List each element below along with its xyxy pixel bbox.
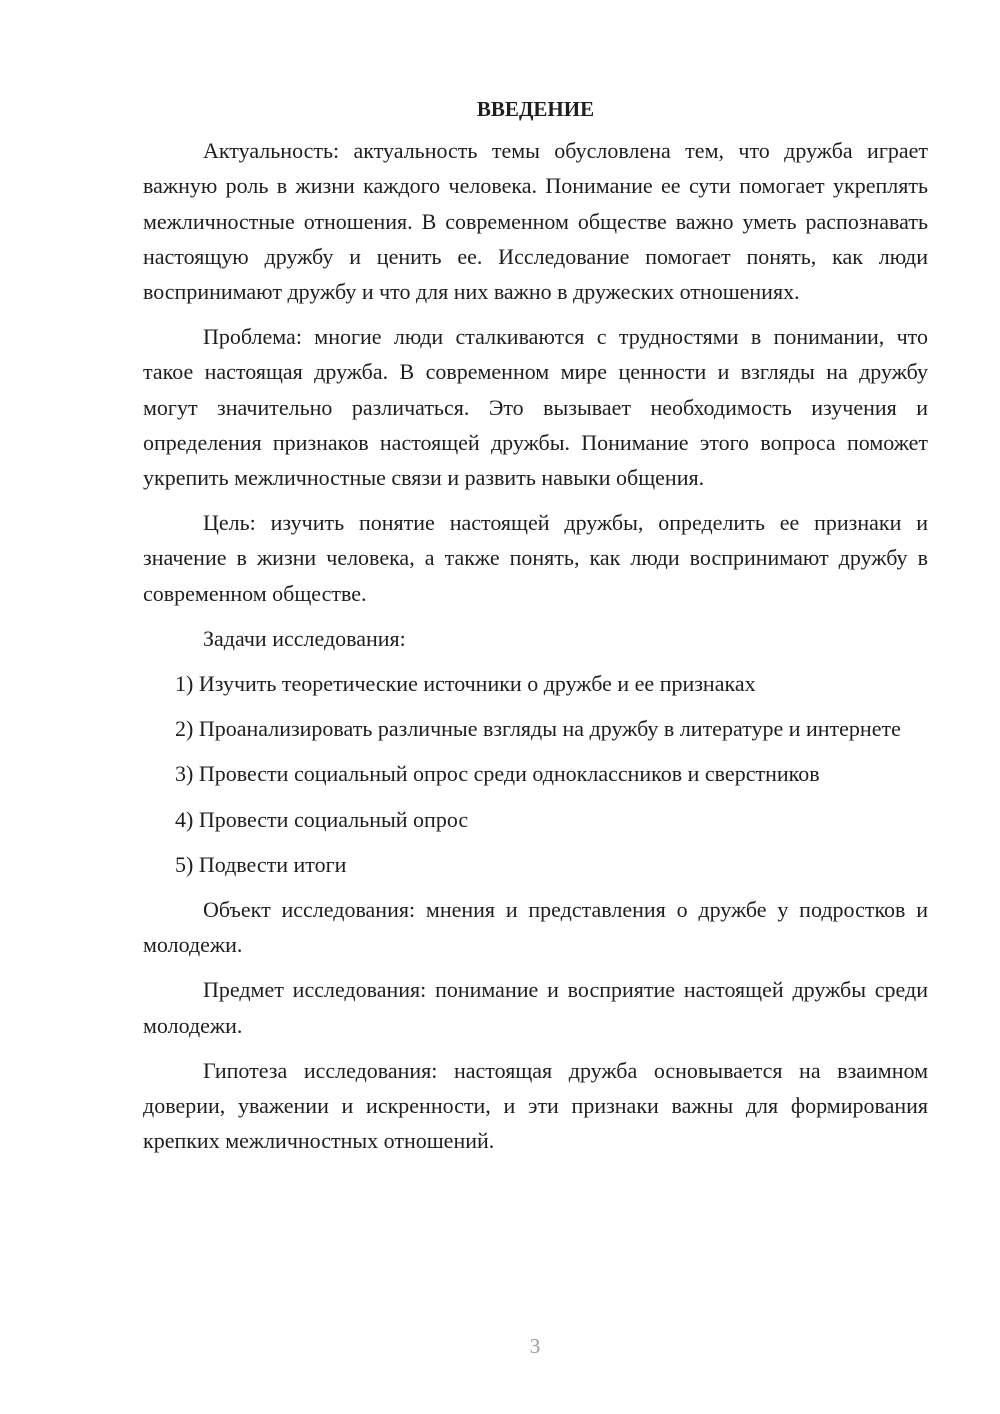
paragraph-object: Объект исследования: мнения и представления о дружбе у подростков и молодежи.: [143, 897, 928, 958]
task-item: 3) Провести социальный опрос среди одноклассников и сверстников: [175, 761, 820, 787]
paragraph-problem: Проблема: многие люди сталкиваются с трудностями в понимании, что такое настоящая дружба. В современном мире ценности и взгляды на дружбу могут значительно различаться. Это вызывает необходимость изучения и определения признаков настоящей дружбы. Понимание этого вопроса поможет укрепить межличностные связи и развить навыки общения.: [143, 324, 928, 491]
section-title: ВВЕДЕНИЕ: [476, 97, 595, 121]
task-item: 2) Проанализировать различные взгляды на дружбу в литературе и интернете: [175, 716, 901, 742]
paragraph-hypothesis: Гипотеза исследования: настоящая дружба основывается на взаимном доверии, уважении и искренности, и эти признаки важны для формирования крепких межличностных отношений.: [143, 1057, 928, 1154]
document-page: [143, 92, 928, 1168]
page-number: 3: [529, 1334, 541, 1358]
task-item: 5) Подвести итоги: [175, 851, 347, 877]
paragraph-goal: Цель: изучить понятие настоящей дружбы, определить ее признаки и значение в жизни человека, а также понять, как люди воспринимают дружбу в современном обществе.: [143, 510, 928, 606]
task-item: 4) Провести социальный опрос: [175, 806, 469, 832]
task-item: 1) Изучить теоретические источники о дружбе и ее признаках: [175, 671, 756, 697]
paragraph-relevance: Актуальность: актуальность темы обусловлена тем, что дружба играет важную роль в жизни каждого человека. Понимание ее сути помогает укреплять межличностные отношения. В современном обществе важно уметь распознавать настоящую дружбу и ценить ее. Исследование помогает понять, как люди воспринимают дружбу и что для них важно в дружеских отношениях.: [143, 138, 928, 305]
paragraph-tasks-heading: Задачи исследования:: [203, 625, 406, 651]
paragraph-subject: Предмет исследования: понимание и восприятие настоящей дружбы среди молодежи.: [143, 977, 928, 1038]
